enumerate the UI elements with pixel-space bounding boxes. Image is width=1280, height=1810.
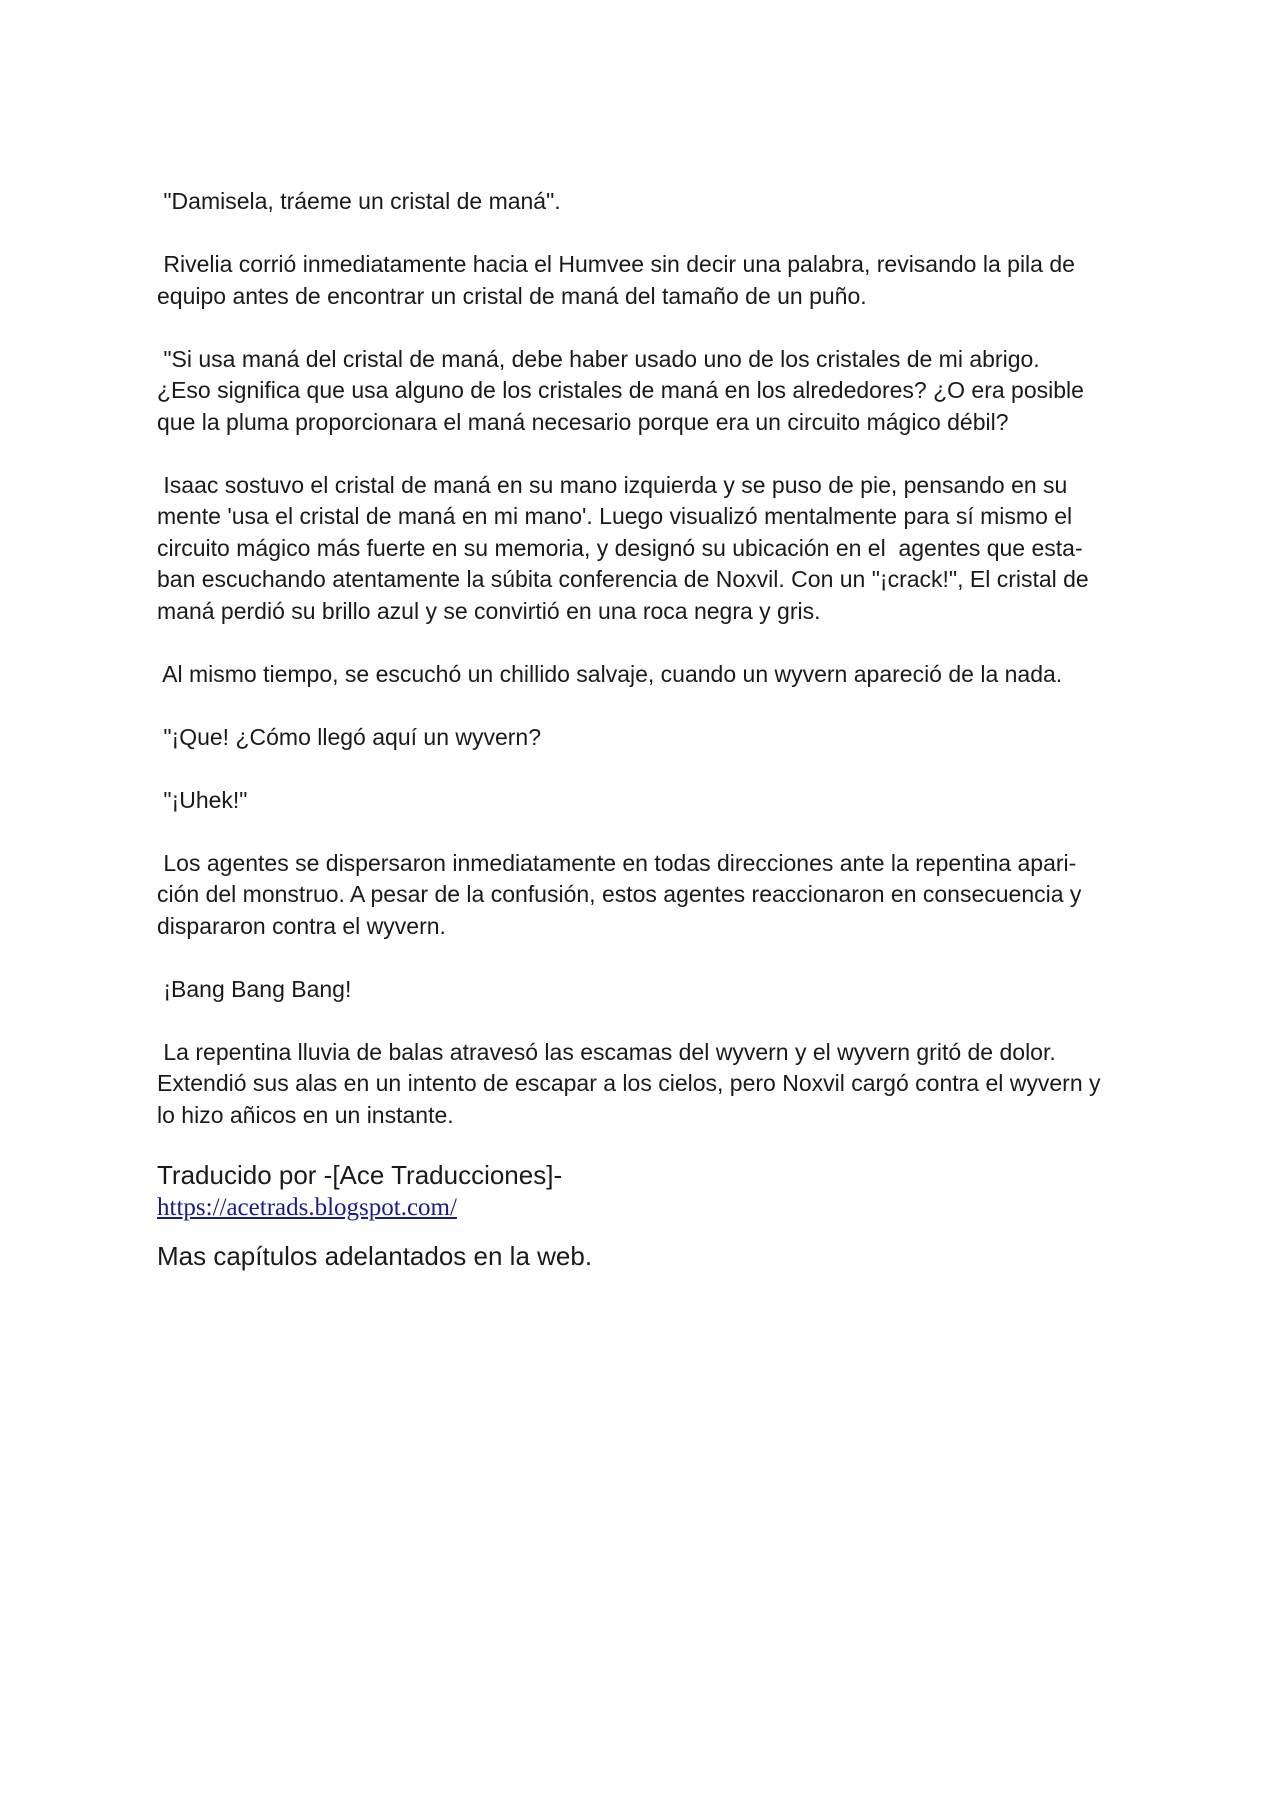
text-line: ¿Eso significa que usa alguno de los cristales de maná en los alrededores? ¿O era posible [157,377,1084,403]
text-line: Rivelia corrió inmediatamente hacia el Humvee sin decir una palabra, revisando la pila de [157,251,1075,277]
text-line: "¡Que! ¿Cómo llegó aquí un wyvern? [157,723,542,750]
paragraph [157,470,1147,628]
text-line: "Si usa maná del cristal de maná, debe haber usado uno de los cristales de mi abrigo. [157,345,1040,372]
text-line: Extendió sus alas en un intento de escapar a los cielos, pero Noxvil cargó contra el wyvern y [157,1070,1101,1096]
translator-footer [157,1158,1147,1273]
text-line: lo hizo añicos en un instante. [157,1101,454,1128]
more-chapters-note: Mas capítulos adelantados en la web. [157,1241,593,1271]
text-line: "Damisela, tráeme un cristal de maná". [157,188,561,214]
text-line: equipo antes de encontrar un cristal de maná del tamaño de un puño. [157,282,867,309]
paragraph [157,1037,1147,1132]
text-line: Al mismo tiempo, se escuchó un chillido salvaje, cuando un wyvern apareció de la nada. [157,660,1063,687]
text-line: circuito mágico más fuerte en su memoria, y designó su ubicación en el agentes que esta- [157,534,1083,561]
paragraph [157,722,1147,754]
text-line: mente 'usa el cristal de maná en mi mano'. Luego visualizó mentalmente para sí mismo el [157,503,1073,529]
paragraph [157,186,1147,218]
paragraph [157,785,1147,817]
paragraph [157,249,1147,312]
paragraph [157,659,1147,691]
text-line: ción del monstruo. A pesar de la confusión, estos agentes reaccionaron en consecuencia y [157,881,1082,907]
translator-credit: Traducido por -[Ace Traducciones]- [157,1160,563,1190]
paragraph [157,344,1147,439]
text-line: "¡Uhek!" [157,786,248,813]
paragraph [157,974,1147,1006]
blog-link[interactable]: https://acetrads.blogspot.com/ [157,1194,457,1221]
text-line: ban escuchando atentamente la súbita conferencia de Noxvil. Con un "¡crack!", El cristal de [157,566,1089,592]
text-line: Los agentes se dispersaron inmediatamente en todas direcciones ante la repentina apari- [157,849,1077,876]
text-line: dispararon contra el wyvern. [157,912,446,939]
text-line: ¡Bang Bang Bang! [157,975,352,1002]
text-line: que la pluma proporcionara el maná necesario porque era un circuito mágico débil? [157,408,1009,435]
text-line: La repentina lluvia de balas atravesó las escamas del wyvern y el wyvern gritó de dolor. [157,1038,1056,1065]
chapter-body [157,186,1147,1163]
text-line: maná perdió su brillo azul y se convirtió en una roca negra y gris. [157,597,821,624]
paragraph [157,848,1147,943]
text-line: Isaac sostuvo el cristal de maná en su mano izquierda y se puso de pie, pensando en su [157,471,1068,498]
